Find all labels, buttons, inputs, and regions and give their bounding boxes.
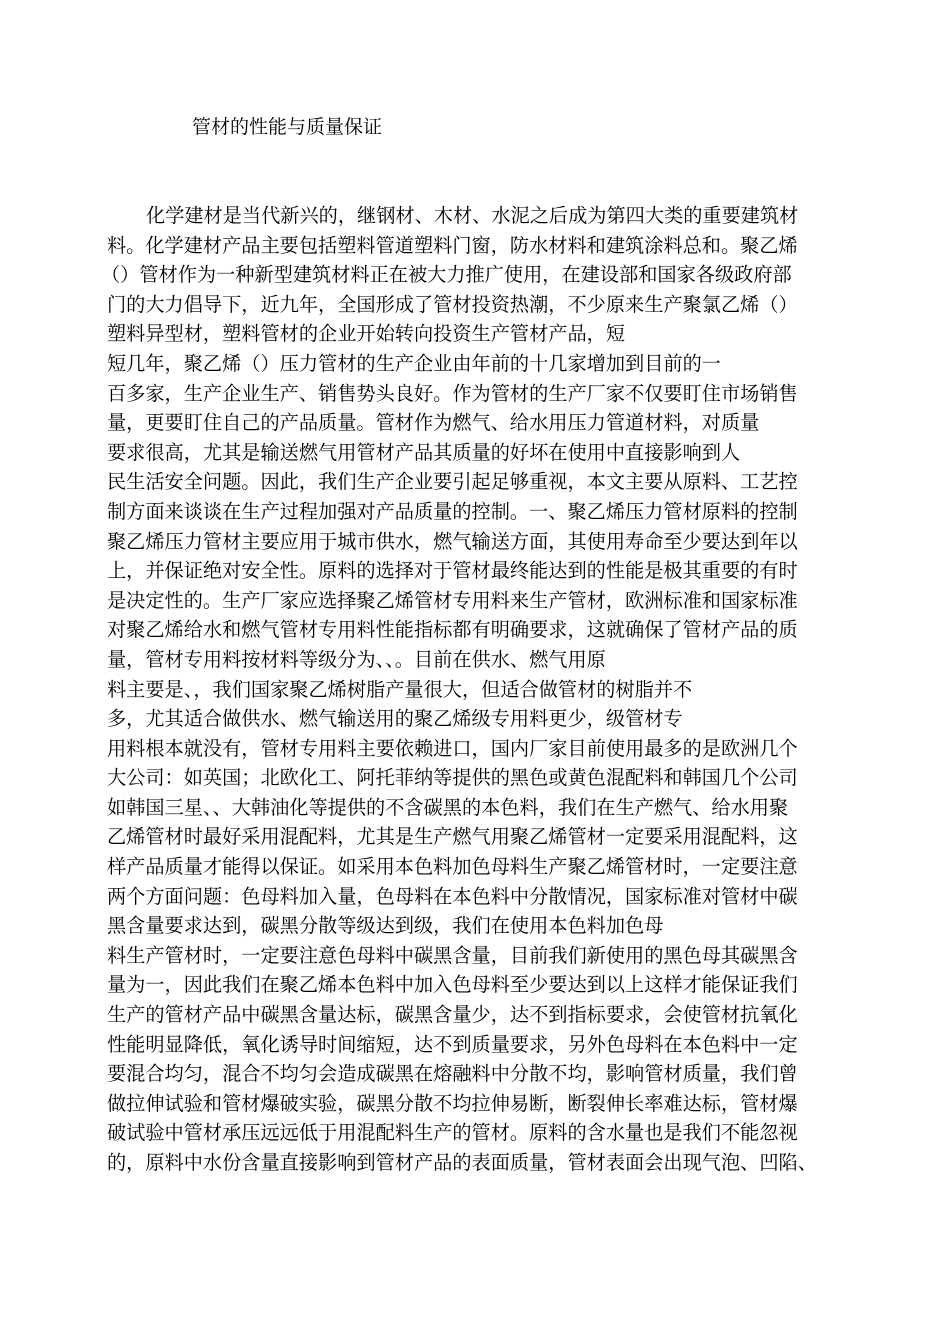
body-line: 要混合均匀，混合不均匀会造成碳黑在熔融料中分散不均，影响管材质量，我们曾 xyxy=(107,1062,798,1086)
body-line: 大公司：如英国；北欧化工、阿托菲纳等提供的黑色或黄色混配料和韩国几个公司 xyxy=(107,766,798,790)
body-line: 的，原料中水份含量直接影响到管材产品的表面质量，管材表面会出现气泡、凹陷、 xyxy=(107,1151,817,1174)
body-line: 料生产管材时，一定要注意色母料中碳黑含量，目前我们新使用的黑色母其碳黑含 xyxy=(107,943,798,967)
body-line: 上，并保证绝对安全性。原料的选择对于管材最终能达到的性能是极其重要的有时 xyxy=(107,559,798,583)
body-line: 两个方面问题：色母料加入量，色母料在本色料中分散情况，国家标准对管材中碳 xyxy=(107,884,798,908)
body-line: 乙烯管材时最好采用混配料，尤其是生产燃气用聚乙烯管材一定要采用混配料，这 xyxy=(107,825,798,849)
body-line: 制方面来谈谈在生产过程加强对产品质量的控制。一、聚乙烯压力管材原料的控制 xyxy=(107,499,798,523)
document-body xyxy=(101,201,857,1178)
body-line: 聚乙烯压力管材主要应用于城市供水，燃气输送方面，其使用寿命至少要达到年以 xyxy=(107,529,798,553)
body-line: 做拉伸试验和管材爆破实验，碳黑分散不均拉伸易断，断裂伸长率难达标，管材爆 xyxy=(107,1091,798,1115)
body-line: 料。化学建材产品主要包括塑料管道塑料门窗，防水材料和建筑涂料总和。聚乙烯 xyxy=(107,233,798,257)
body-line: 生产的管材产品中碳黑含量达标，碳黑含量少，达不到指标要求，会使管材抗氧化 xyxy=(107,1003,798,1027)
body-line: 用料根本就没有，管材专用料主要依赖进口，国内厂家目前使用最多的是欧洲几个 xyxy=(107,736,798,760)
body-line: 化学建材是当代新兴的，继钢材、木材、水泥之后成为第四大类的重要建筑材 xyxy=(146,204,799,227)
body-line: 对聚乙烯给水和燃气管材专用料性能指标都有明确要求，这就确保了管材产品的质 xyxy=(107,618,798,642)
body-line: 量，管材专用料按材料等级分为、、。目前在供水、燃气用原 xyxy=(107,647,606,671)
body-line: 短几年，聚乙烯（）压力管材的生产企业由年前的十几家增加到目前的一 xyxy=(107,351,721,375)
body-line: 量，更要盯住自己的产品质量。管材作为燃气、给水用压力管道材料，对质量 xyxy=(107,411,760,435)
body-line: 性能明显降低，氧化诱导时间缩短，达不到质量要求，另外色母料在本色料中一定 xyxy=(107,1032,798,1056)
body-line: 料主要是、，我们国家聚乙烯树脂产量很大，但适合做管材的树脂并不 xyxy=(107,677,693,701)
body-line: 门的大力倡导下，近九年，全国形成了管材投资热潮，不少原来生产聚氯乙烯（） xyxy=(107,292,798,316)
document-title: 管材的性能与质量保证 xyxy=(192,116,383,138)
body-line: 要求很高，尤其是输送燃气用管材产品其质量的好坏在使用中直接影响到人 xyxy=(107,440,741,464)
body-line: 是决定性的。生产厂家应选择聚乙烯管材专用料来生产管材，欧洲标准和国家标准 xyxy=(107,588,798,612)
body-line: 百多家，生产企业生产、销售势头良好。作为管材的生产厂家不仅要盯住市场销售 xyxy=(107,381,798,405)
body-line: 破试验中管材承压远远低于用混配料生产的管材。原料的含水量也是我们不能忽视 xyxy=(107,1121,798,1145)
body-line: 多，尤其适合做供水、燃气输送用的聚乙烯级专用料更少，级管材专 xyxy=(107,707,683,731)
body-line: （）管材作为一种新型建筑材料正在被大力推广使用，在建设部和国家各级政府部 xyxy=(101,263,792,287)
body-line: 量为一，因此我们在聚乙烯本色料中加入色母料至少要达到以上这样才能保证我们 xyxy=(107,973,798,997)
body-line: 民生活安全问题。因此，我们生产企业要引起足够重视，本文主要从原料、工艺控 xyxy=(107,470,798,494)
body-line: 如韩国三星、、大韩油化等提供的不含碳黑的本色料，我们在生产燃气、给水用聚 xyxy=(107,795,789,819)
body-line: 塑料异型材，塑料管材的企业开始转向投资生产管材产品，短 xyxy=(107,322,626,346)
body-line: 样产品质量才能得以保证。如采用本色料加色母料生产聚乙烯管材时，一定要注意 xyxy=(107,855,798,879)
body-line: 黑含量要求达到，碳黑分散等级达到级，我们在使用本色料加色母 xyxy=(107,914,664,938)
